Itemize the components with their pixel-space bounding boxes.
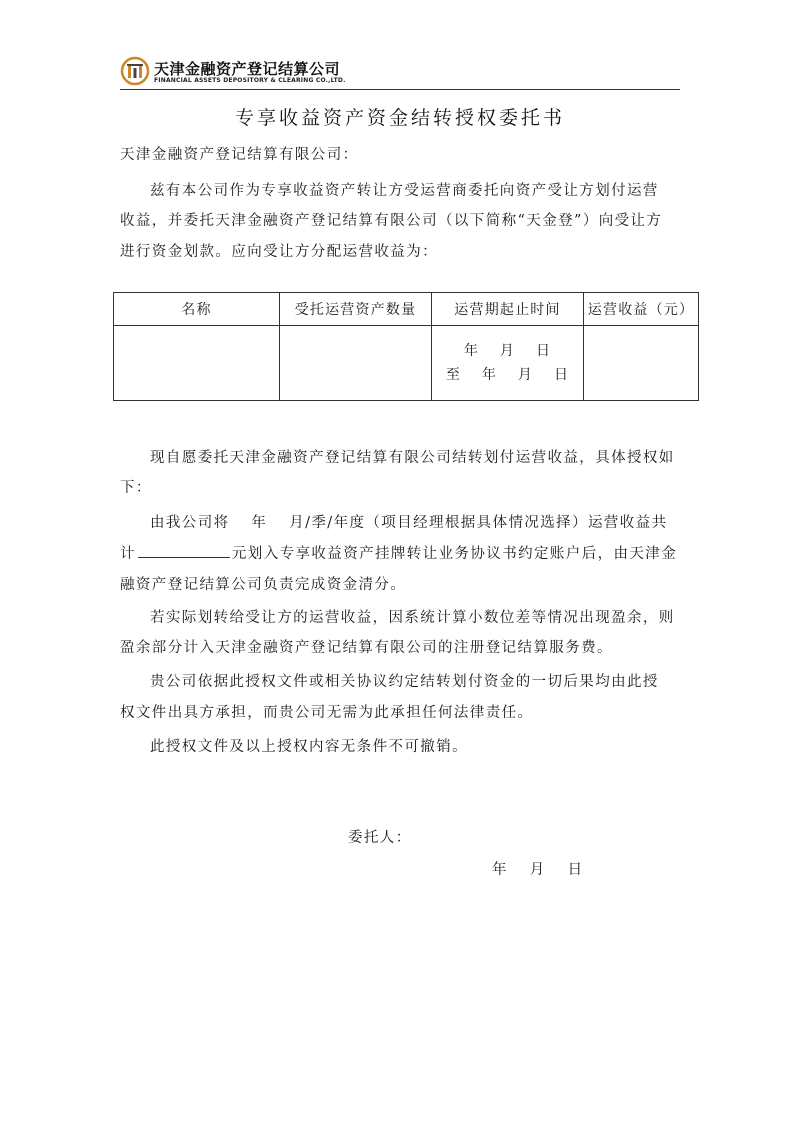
para5-line1: 此授权文件及以上授权内容无条件不可撤销。 bbox=[150, 739, 468, 755]
principal-label: 委托人： bbox=[348, 830, 412, 846]
income-allocation-table bbox=[113, 292, 699, 401]
header-divider bbox=[120, 89, 680, 90]
salutation: 天津金融资产登记结算有限公司： bbox=[120, 147, 359, 163]
para2-line3: 融资产登记结算公司负责完成资金清分。 bbox=[120, 577, 407, 593]
company-name-en: FINANCIAL ASSETS DEPOSITORY & CLEARING CO.,LTD. bbox=[154, 77, 346, 84]
period-start: 年 月 日 bbox=[463, 343, 552, 359]
intro-line-2: 收益，并委托天津金融资产登记结算有限公司（以下简称“天金登”）向受让方 bbox=[120, 213, 663, 229]
company-logo-icon bbox=[120, 56, 150, 86]
letterhead bbox=[120, 56, 680, 90]
table-header-row bbox=[114, 293, 699, 326]
para3-line2: 盈余部分计入天津金融资产登记结算有限公司的注册登记结算服务费。 bbox=[120, 640, 613, 656]
cell-name[interactable] bbox=[114, 326, 280, 401]
document-title: 专享收益资产资金结转授权委托书 bbox=[234, 107, 565, 129]
table-row bbox=[114, 326, 699, 401]
amount-blank[interactable] bbox=[138, 543, 230, 558]
para3-line1: 若实际划转给受让方的运营收益，因系统计算小数位差等情况出现盈余，则 bbox=[150, 610, 675, 626]
para1-line2: 下： bbox=[120, 480, 152, 496]
para2-suffix: 元划入专享收益资产挂牌转让业务协议书约定账户后，由天津金 bbox=[231, 546, 678, 562]
header-name: 名称 bbox=[114, 293, 280, 326]
para2-line1: 由我公司将 年 月/季/年度（项目经理根据具体情况选择）运营收益共 bbox=[150, 515, 668, 531]
para2-prefix: 计 bbox=[120, 546, 136, 562]
intro-line-1: 兹有本公司作为专享收益资产转让方受运营商委托向资产受让方划付运营 bbox=[150, 183, 659, 199]
para4-line1: 贵公司依据此授权文件或相关协议约定结转划付资金的一切后果均由此授 bbox=[150, 674, 659, 690]
para1-line1: 现自愿委托天津金融资产登记结算有限公司结转划付运营收益，具体授权如 bbox=[150, 450, 675, 466]
cell-quantity[interactable] bbox=[280, 326, 432, 401]
intro-line-3: 进行资金划款。应向受让方分配运营收益为： bbox=[120, 244, 438, 260]
cell-income[interactable] bbox=[584, 326, 699, 401]
period-end: 至 年 月 日 bbox=[445, 367, 570, 383]
header-income: 运营收益（元） bbox=[584, 293, 699, 326]
header-period: 运营期起止时间 bbox=[432, 293, 584, 326]
para4-line2: 权文件出具方承担，而贵公司无需为此承担任何法律责任。 bbox=[120, 705, 534, 721]
cell-period[interactable] bbox=[432, 326, 584, 401]
company-name-cn: 天津金融资产登记结算公司 bbox=[154, 60, 341, 78]
signature-date: 年 月 日 bbox=[492, 862, 584, 878]
header-quantity: 受托运营资产数量 bbox=[280, 293, 432, 326]
para2-line2 bbox=[120, 542, 677, 563]
